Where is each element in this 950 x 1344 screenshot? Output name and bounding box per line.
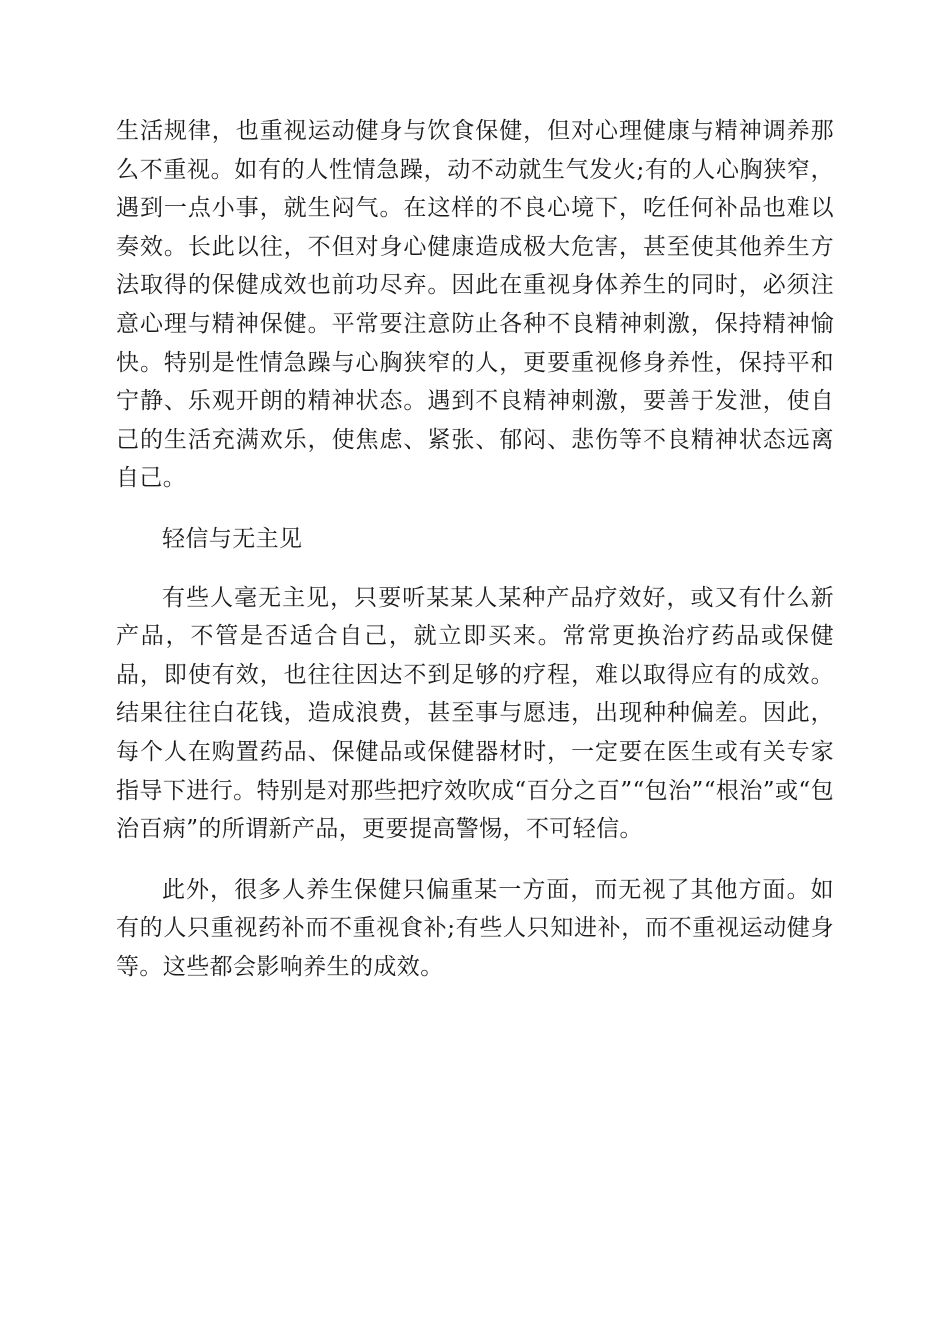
section-heading: 轻信与无主见: [162, 525, 303, 552]
paragraph-credulity: 有些人毫无主见，只要听某某人某种产品疗效好，或又有什么新产品，不管是否适合自己，就立即买来。常常更换治疗药品或保健品，即使有效，也往往因达不到足够的疗程，难以取得应有的成效。结果往往白花钱，造成浪费，甚至事与愿违，出现种种偏差。因此，每个人在购置药品、保健品或保健器材时，一定要在医生或有关专家指导下进行。特别是对那些把疗效吹成“百分之百”“包治”“根治”或“包治百病”的所谓新产品，更要提高警惕，不可轻信。: [116, 584, 834, 843]
document-body: [116, 112, 834, 986]
paragraph-balance: 此外，很多人养生保健只偏重某一方面，而无视了其他方面。如有的人只重视药补而不重视食补;有些人只知进补，而不重视运动健身等。这些都会影响养生的成效。: [116, 876, 834, 980]
paragraph-mental-health: 生活规律，也重视运动健身与饮食保健，但对心理健康与精神调养那么不重视。如有的人性情急躁，动不动就生气发火;有的人心胸狭窄，遇到一点小事，就生闷气。在这样的不良心境下，吃任何补品也难以奏效。长此以往，不但对身心健康造成极大危害，甚至使其他养生方法取得的保健成效也前功尽弃。因此在重视身体养生的同时，必须注意心理与精神保健。平常要注意防止各种不良精神刺激，保持精神愉快。特别是性情急躁与心胸狭窄的人，更要重视修身养性，保持平和宁静、乐观开朗的精神状态。遇到不良精神刺激，要善于发泄，使自己的生活充满欢乐，使焦虑、紧张、郁闷、悲伤等不良精神状态远离自己。: [116, 118, 834, 492]
